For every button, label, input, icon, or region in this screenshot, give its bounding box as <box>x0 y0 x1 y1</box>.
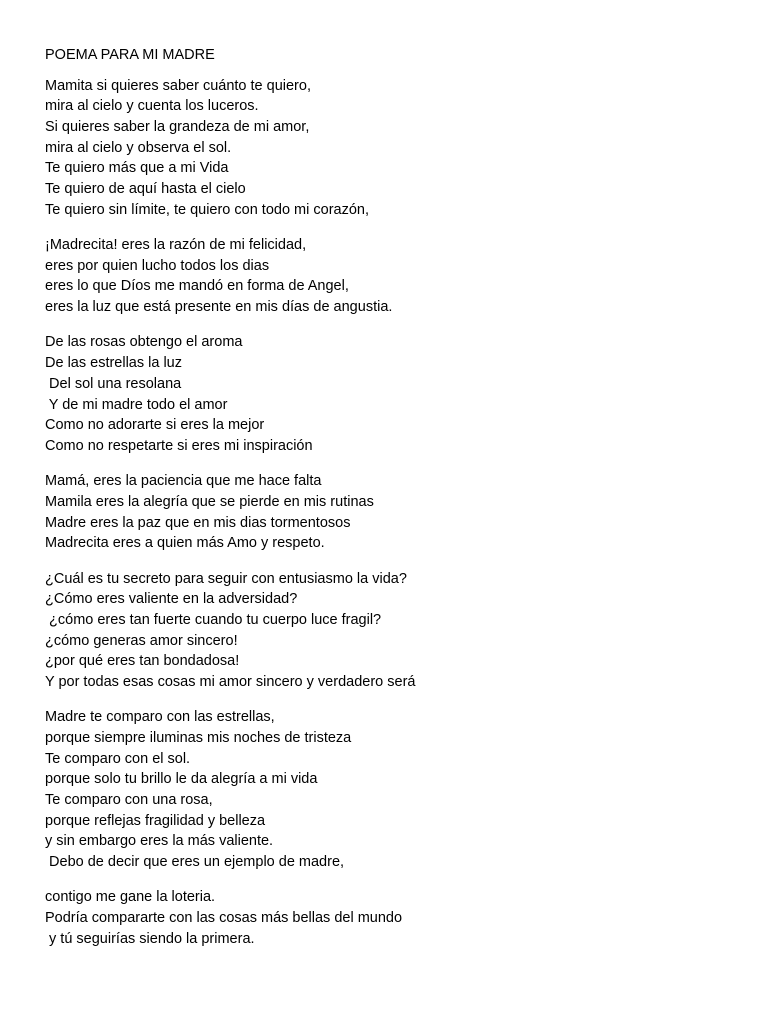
poem-stanza <box>45 887 735 949</box>
poem-line: Debo de decir que eres un ejemplo de madre, <box>45 854 345 871</box>
poem-stanza <box>45 471 735 554</box>
poem-line: porque solo tu brillo le da alegría a mi vida <box>45 771 318 788</box>
poem-body <box>45 76 735 950</box>
poem-line: De las rosas obtengo el aroma <box>45 334 243 351</box>
poem-line: Te quiero más que a mi Vida <box>45 160 229 177</box>
poem-line: y tú seguirías siendo la primera. <box>45 930 255 947</box>
poem-line: porque reflejas fragilidad y belleza <box>45 812 266 829</box>
poem-line: Y por todas esas cosas mi amor sincero y verdadero será <box>45 673 416 690</box>
poem-line: ¿cómo generas amor sincero! <box>45 632 238 649</box>
poem-line: Madre eres la paz que en mis dias tormentosos <box>45 514 351 531</box>
poem-line: Como no adorarte si eres la mejor <box>45 417 265 434</box>
poem-line: ¿cómo eres tan fuerte cuando tu cuerpo luce fragil? <box>45 611 382 628</box>
poem-line: eres lo que Díos me mandó en forma de Angel, <box>45 278 349 295</box>
poem-line: Del sol una resolana <box>45 375 182 392</box>
poem-line: y sin embargo eres la más valiente. <box>45 833 274 850</box>
poem-line: contigo me gane la loteria. <box>45 889 216 906</box>
poem-line: ¡Madrecita! eres la razón de mi felicidad, <box>45 237 307 254</box>
poem-stanza <box>45 707 735 873</box>
poem-stanza <box>45 76 735 221</box>
poem-line: eres la luz que está presente en mis días de angustia. <box>45 299 393 316</box>
poem-line: ¿Cómo eres valiente en la adversidad? <box>45 591 298 608</box>
poem-line: Te comparo con una rosa, <box>45 791 213 808</box>
poem-title: POEMA PARA MI MADRE <box>45 47 215 63</box>
document-page <box>45 45 735 964</box>
poem-line: Te quiero sin límite, te quiero con todo mi corazón, <box>45 201 369 218</box>
poem-line: Madrecita eres a quien más Amo y respeto. <box>45 535 325 552</box>
poem-line: eres por quien lucho todos los dias <box>45 257 270 274</box>
poem-line: mira al cielo y cuenta los luceros. <box>45 98 259 115</box>
poem-line: porque siempre iluminas mis noches de tristeza <box>45 729 352 746</box>
poem-line: De las estrellas la luz <box>45 355 182 372</box>
poem-line: Podría compararte con las cosas más bellas del mundo <box>45 910 403 926</box>
poem-line: Mamá, eres la paciencia que me hace falta <box>45 473 322 490</box>
poem-line: ¿por qué eres tan bondadosa! <box>45 653 240 670</box>
poem-line: Mamila eres la alegría que se pierde en mis rutinas <box>45 493 374 510</box>
poem-line: mira al cielo y observa el sol. <box>45 139 232 156</box>
poem-line: Como no respetarte si eres mi inspiración <box>45 437 313 454</box>
poem-line: Te quiero de aquí hasta el cielo <box>45 181 246 198</box>
poem-line: Y de mi madre todo el amor <box>45 396 228 413</box>
poem-line: Madre te comparo con las estrellas, <box>45 709 275 726</box>
poem-line: Te comparo con el sol. <box>45 750 191 767</box>
poem-line: ¿Cuál es tu secreto para seguir con entusiasmo la vida? <box>45 570 407 587</box>
poem-line: Mamita si quieres saber cuánto te quiero, <box>45 77 311 94</box>
poem-stanza <box>45 332 735 456</box>
poem-stanza <box>45 235 735 318</box>
poem-stanza <box>45 569 735 693</box>
poem-line: Si quieres saber la grandeza de mi amor, <box>45 119 310 136</box>
